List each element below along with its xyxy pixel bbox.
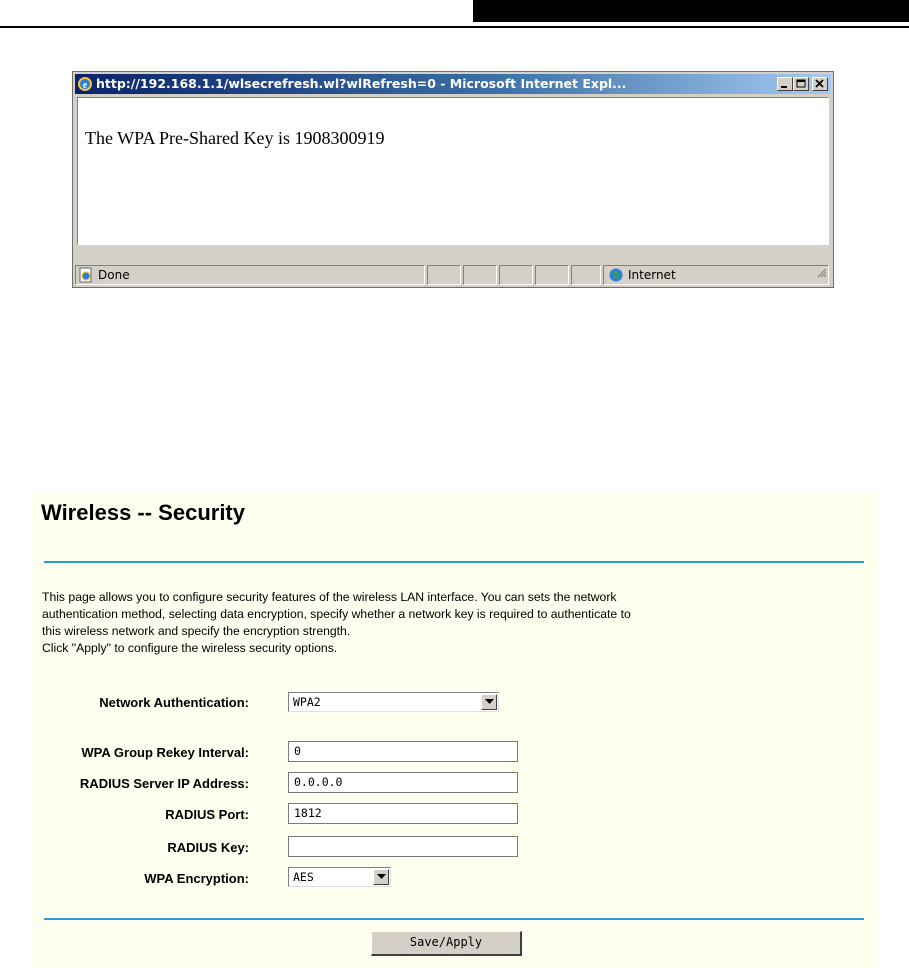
radius-key-label: RADIUS Key:	[167, 840, 249, 855]
status-cell	[499, 265, 533, 285]
wpa-encryption-value: AES	[293, 870, 314, 884]
status-cell-zone	[603, 265, 829, 285]
save-apply-button[interactable]: Save/Apply	[371, 931, 522, 956]
radius-ip-label: RADIUS Server IP Address:	[79, 776, 249, 791]
status-text: Done	[98, 268, 130, 282]
dropdown-button[interactable]	[481, 694, 497, 710]
psk-message: The WPA Pre-Shared Key is 1908300919	[85, 128, 385, 148]
ie-logo-icon	[77, 76, 93, 92]
rekey-interval-input[interactable]: 0	[288, 741, 518, 762]
status-cell	[463, 265, 497, 285]
wpa-encryption-label: WPA Encryption:	[144, 871, 249, 886]
ie-page-icon	[78, 267, 94, 288]
dropdown-button[interactable]	[373, 869, 389, 885]
svg-text:e: e	[82, 80, 88, 91]
description-line: this wireless network and specify the encryption strength.	[42, 624, 351, 638]
minimize-icon	[778, 78, 792, 90]
description-line: Click "Apply" to configure the wireless security options.	[42, 641, 338, 655]
radius-key-input[interactable]	[288, 836, 518, 857]
window-title: http://192.168.1.1/wlsecrefresh.wl?wlRefresh=0 - Microsoft Internet Expl...	[96, 76, 627, 91]
window-titlebar[interactable]	[75, 74, 831, 94]
status-cell	[571, 265, 601, 285]
maximize-icon	[794, 78, 808, 90]
rekey-interval-label: WPA Group Rekey Interval:	[81, 745, 249, 760]
network-auth-select[interactable]	[288, 692, 499, 712]
internet-globe-icon	[608, 267, 624, 288]
description-line: authentication method, selecting data encryption, specify whether a network key is required to authenticate to	[42, 607, 631, 621]
chevron-down-icon	[377, 874, 386, 880]
chevron-down-icon	[485, 699, 494, 705]
page-title: Wireless -- Security	[41, 500, 245, 525]
document-header-rule	[0, 26, 909, 28]
status-cell	[427, 265, 461, 285]
zone-text: Internet	[628, 268, 676, 282]
radius-port-label: RADIUS Port:	[165, 807, 249, 822]
status-cell	[535, 265, 569, 285]
status-cell-main	[75, 265, 425, 285]
title-divider	[44, 561, 864, 563]
radius-port-input[interactable]: 1812	[288, 803, 518, 824]
minimize-button[interactable]	[777, 77, 793, 91]
radius-ip-input[interactable]: 0.0.0.0	[288, 772, 518, 793]
description-line: This page allows you to configure security features of the wireless LAN interface. You can sets the network	[42, 590, 617, 604]
popup-content-area	[77, 97, 829, 245]
network-auth-label: Network Authentication:	[99, 695, 249, 710]
page-description	[42, 589, 872, 657]
network-auth-value: WPA2	[293, 695, 321, 709]
status-bar	[75, 265, 831, 285]
document-header-bar	[473, 0, 909, 22]
close-icon	[813, 78, 827, 90]
ie-popup-window	[72, 71, 834, 288]
bottom-divider	[44, 918, 864, 920]
close-button[interactable]	[812, 77, 828, 91]
wpa-encryption-select[interactable]	[288, 867, 391, 887]
maximize-button[interactable]	[793, 77, 809, 91]
resize-grip-icon[interactable]	[815, 265, 827, 283]
